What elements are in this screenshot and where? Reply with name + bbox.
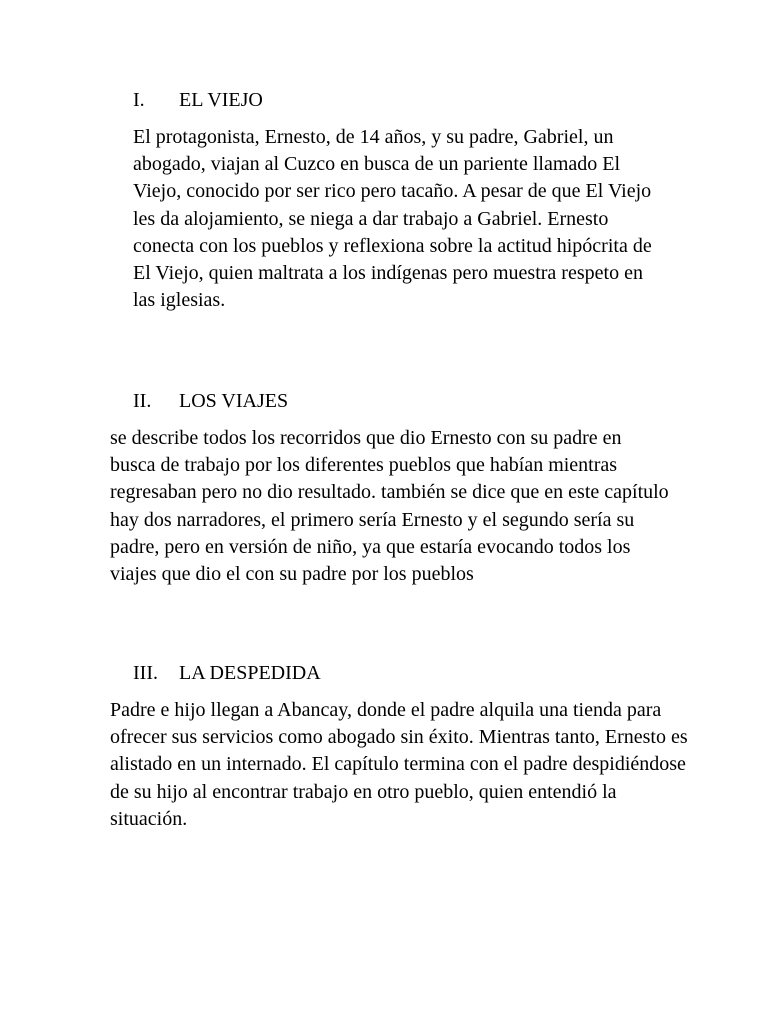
section-heading [133, 389, 670, 413]
section-paragraph: Padre e hijo llegan a Abancay, donde el padre alquila una tienda para ofrecer sus servicios como abogado sin éxito. Mientras tanto, Ernesto es alistado en un internado. El capítulo termina con el padre despidiéndose de su hijo al encontrar trabajo en otro pueblo, quien entendió la situación. [110, 699, 688, 830]
section-heading [133, 661, 690, 685]
section-paragraph: El protagonista, Ernesto, de 14 años, y su padre, Gabriel, un abogado, viajan al Cuzco en busca de un pariente llamado El Viejo, conocido por ser rico pero tacaño. A pesar de que El Viejo les da alojamiento, se niega a dar trabajo a Gabriel. Ernesto conecta con los pueblos y reflexiona sobre la actitud hipócrita de El Viejo, quien maltrata a los indígenas pero muestra respeto en las iglesias. [133, 126, 652, 312]
section-el-viejo [133, 88, 653, 314]
section-paragraph: se describe todos los recorridos que dio Ernesto con su padre en busca de trabajo por los diferentes pueblos que habían mientras regresaban pero no dio resultado. también se dice que en este capítulo hay dos narradores, el primero sería Ernesto y el segundo sería su padre, pero en versión de niño, ya que estaría evocando todos los viajes que dio el con su padre por los pueblos [110, 427, 669, 586]
section-la-despedida [110, 661, 690, 833]
section-los-viajes [110, 389, 670, 588]
section-title: EL VIEJO [179, 89, 263, 111]
section-title: LOS VIAJES [179, 390, 289, 412]
section-numeral: II. [133, 390, 152, 412]
section-title: LA DESPEDIDA [179, 662, 321, 684]
section-heading [133, 88, 653, 112]
section-numeral: III. [133, 662, 158, 684]
section-numeral: I. [133, 89, 145, 111]
